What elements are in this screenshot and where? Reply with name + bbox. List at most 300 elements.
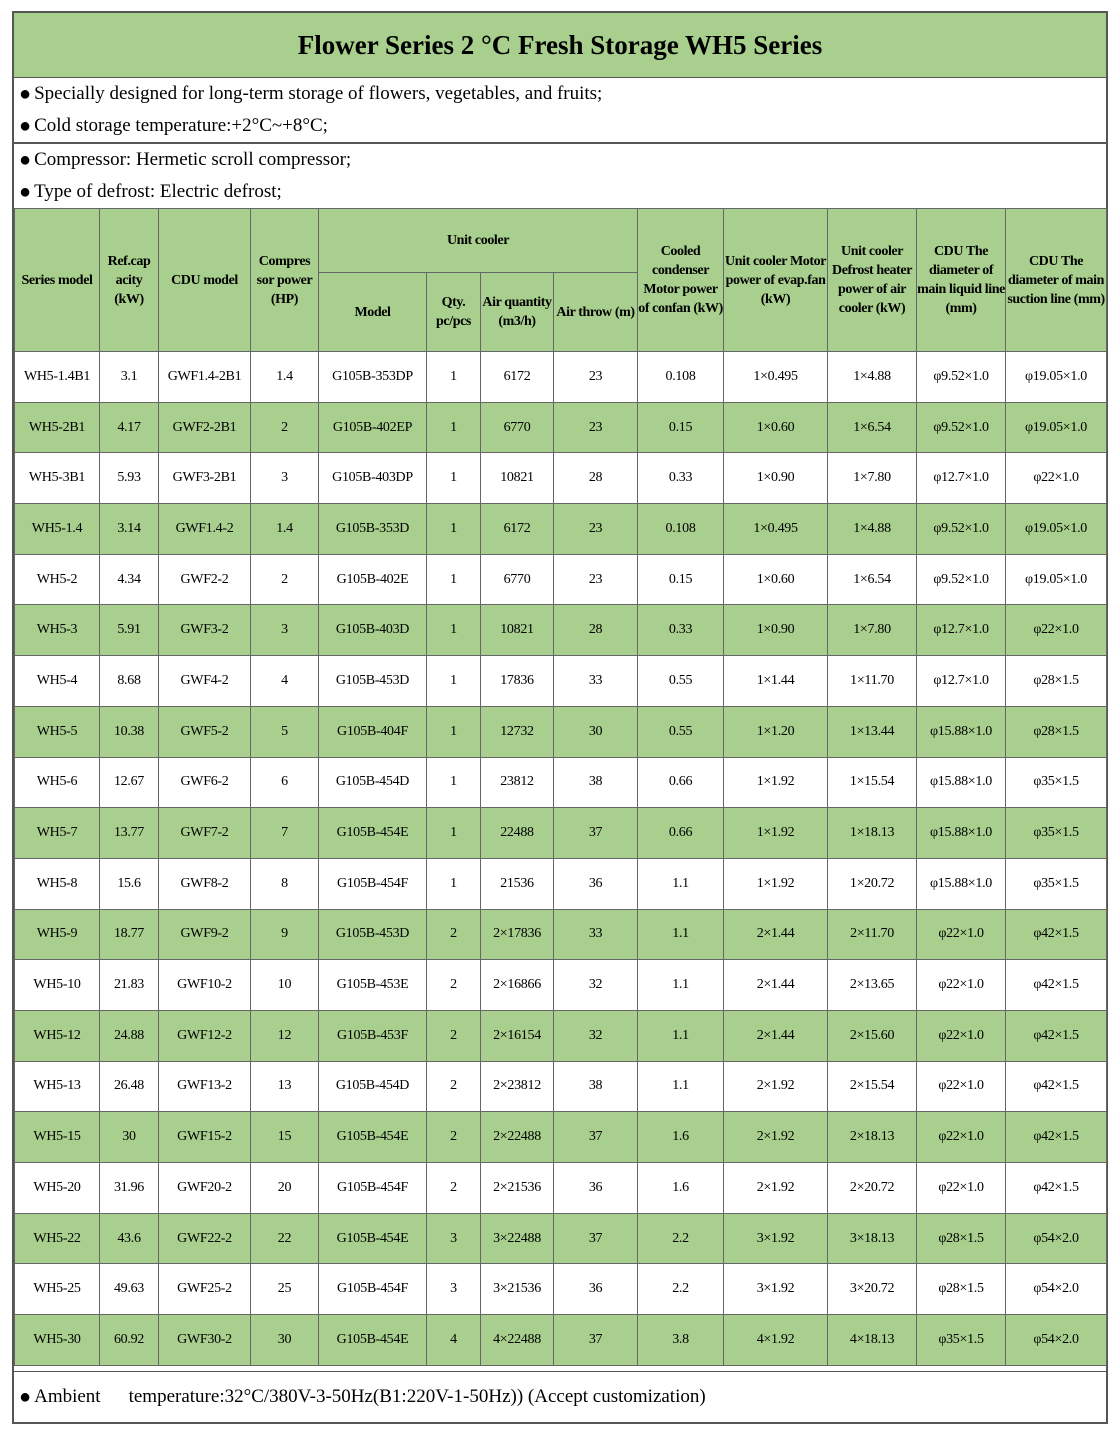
table-cell: 2×15.54 [828,1061,917,1112]
table-cell: G105B-403DP [319,453,427,504]
table-cell: φ54×2.0 [1006,1264,1107,1315]
table-cell: 1×6.54 [828,402,917,453]
table-cell: G105B-454D [319,757,427,808]
table-cell: 36 [554,1163,638,1214]
table-cell: 1 [427,605,481,656]
table-cell: 15.6 [100,858,159,909]
table-cell: φ12.7×1.0 [917,605,1006,656]
table-cell: 3×21536 [481,1264,554,1315]
table-cell: 0.33 [638,453,724,504]
table-cell: 49.63 [100,1264,159,1315]
table-cell: 2×1.92 [724,1061,828,1112]
table-cell: 4 [251,656,319,707]
table-cell: φ15.88×1.0 [917,808,1006,859]
footer-lead: Ambient [34,1386,101,1407]
table-cell: 37 [554,1112,638,1163]
table-cell: 13 [251,1061,319,1112]
bullet-icon: ● [19,1385,32,1408]
table-cell: φ22×1.0 [917,1010,1006,1061]
table-cell: 1 [427,757,481,808]
header-liquid-line: CDU The diameter of main liquid line (mm) [917,209,1006,352]
table-cell: 1 [427,554,481,605]
table-cell: 2×20.72 [828,1163,917,1214]
table-cell: 2 [251,402,319,453]
table-cell: 6172 [481,352,554,403]
table-cell: GWF12-2 [159,1010,251,1061]
header-condenser-motor: Cooled condenser Motor power of confan (kW) [638,209,724,352]
table-cell: 1.1 [638,960,724,1011]
table-cell: 36 [554,858,638,909]
table-cell: WH5-7 [15,808,100,859]
table-cell: 0.33 [638,605,724,656]
table-cell: φ22×1.0 [917,1112,1006,1163]
table-cell: GWF1.4-2 [159,504,251,555]
table-cell: 3.8 [638,1315,724,1366]
table-cell: 3 [427,1213,481,1264]
table-cell: 2.2 [638,1213,724,1264]
note-text: Specially designed for long-term storage of flowers, vegetables, and fruits; [34,83,603,104]
bullet-icon: ● [19,148,32,171]
table-cell: 1×0.495 [724,352,828,403]
table-cell: 1×11.70 [828,656,917,707]
table-cell: GWF6-2 [159,757,251,808]
table-cell: 1 [427,858,481,909]
header-suction-line: CDU The diameter of main suction line (mm) [1006,209,1107,352]
table-cell: φ19.05×1.0 [1006,554,1107,605]
table-cell: φ42×1.5 [1006,960,1107,1011]
table-cell: 0.66 [638,808,724,859]
header-series-model: Series model [15,209,100,352]
table-cell: GWF10-2 [159,960,251,1011]
table-cell: 3 [251,605,319,656]
table-cell: φ9.52×1.0 [917,504,1006,555]
table-cell: GWF22-2 [159,1213,251,1264]
spec-table [14,208,1107,1366]
table-cell: G105B-454E [319,1213,427,1264]
table-cell: 1×1.20 [724,706,828,757]
table-cell: 22488 [481,808,554,859]
table-cell: φ28×1.5 [917,1264,1006,1315]
table-cell: φ42×1.5 [1006,1112,1107,1163]
table-cell: 2×11.70 [828,909,917,960]
table-cell: 37 [554,1213,638,1264]
table-cell: 0.55 [638,656,724,707]
table-cell: 1.1 [638,1010,724,1061]
table-row [15,960,1107,1011]
table-cell: GWF2-2B1 [159,402,251,453]
table-cell: 32 [554,960,638,1011]
table-cell: 6 [251,757,319,808]
table-cell: WH5-22 [15,1213,100,1264]
table-cell: WH5-1.4B1 [15,352,100,403]
bullet-icon: ● [19,180,32,203]
footer-note [14,1371,1106,1422]
table-cell: 2×1.44 [724,960,828,1011]
table-cell: G105B-453F [319,1010,427,1061]
table-cell: φ35×1.5 [1006,858,1107,909]
table-cell: 1×1.92 [724,808,828,859]
header-air-throw: Air throw (m) [554,273,638,352]
table-cell: G105B-402EP [319,402,427,453]
table-cell: 10 [251,960,319,1011]
table-cell: GWF8-2 [159,858,251,909]
table-cell: 1.6 [638,1112,724,1163]
table-cell: 37 [554,1315,638,1366]
table-cell: WH5-6 [15,757,100,808]
table-row [15,757,1107,808]
table-cell: 5 [251,706,319,757]
table-cell: 2×21536 [481,1163,554,1214]
table-row [15,1213,1107,1264]
table-cell: 4.34 [100,554,159,605]
header-evap-fan-motor: Unit cooler Motor power of evap.fan (kW) [724,209,828,352]
table-cell: WH5-9 [15,909,100,960]
table-cell: 3×22488 [481,1213,554,1264]
table-cell: G105B-353DP [319,352,427,403]
table-cell: φ22×1.0 [917,1163,1006,1214]
table-cell: 1×7.80 [828,605,917,656]
table-cell: 23 [554,504,638,555]
table-cell: 6172 [481,504,554,555]
table-cell: 32 [554,1010,638,1061]
table-cell: 2×23812 [481,1061,554,1112]
table-cell: 3×1.92 [724,1264,828,1315]
table-cell: 0.108 [638,352,724,403]
table-cell: 23 [554,402,638,453]
table-cell: 4×1.92 [724,1315,828,1366]
table-cell: φ15.88×1.0 [917,706,1006,757]
table-row [15,402,1107,453]
table-cell: 1×4.88 [828,352,917,403]
table-cell: 1×6.54 [828,554,917,605]
table-row [15,1112,1107,1163]
table-cell: 0.15 [638,402,724,453]
table-cell: 5.91 [100,605,159,656]
table-cell: φ54×2.0 [1006,1213,1107,1264]
bullet-icon: ● [19,114,32,137]
table-cell: 25 [251,1264,319,1315]
table-cell: 1×0.90 [724,605,828,656]
table-cell: φ19.05×1.0 [1006,402,1107,453]
table-cell: WH5-2B1 [15,402,100,453]
table-cell: 21.83 [100,960,159,1011]
table-cell: 30 [100,1112,159,1163]
header-qty: Qty. pc/pcs [427,273,481,352]
note-text: Cold storage temperature:+2°C~+8°C; [34,115,328,136]
table-cell: 1×20.72 [828,858,917,909]
table-cell: 2×18.13 [828,1112,917,1163]
table-cell: 30 [251,1315,319,1366]
table-cell: 2×1.92 [724,1112,828,1163]
table-cell: 37 [554,808,638,859]
table-cell: G105B-454E [319,1112,427,1163]
table-cell: 26.48 [100,1061,159,1112]
table-cell: 28 [554,605,638,656]
table-row [15,554,1107,605]
table-cell: GWF1.4-2B1 [159,352,251,403]
note-text: Type of defrost: Electric defrost; [34,181,282,202]
table-cell: G105B-453D [319,656,427,707]
table-cell: G105B-454D [319,1061,427,1112]
table-row [15,858,1107,909]
table-cell: 0.108 [638,504,724,555]
table-cell: G105B-353D [319,504,427,555]
table-cell: 1×1.92 [724,757,828,808]
table-cell: 17836 [481,656,554,707]
table-cell: 36 [554,1264,638,1315]
table-cell: 1×18.13 [828,808,917,859]
table-cell: GWF9-2 [159,909,251,960]
table-cell: GWF4-2 [159,656,251,707]
table-cell: 24.88 [100,1010,159,1061]
table-cell: WH5-8 [15,858,100,909]
table-row [15,352,1107,403]
table-cell: 38 [554,757,638,808]
table-cell: 2×17836 [481,909,554,960]
table-cell: GWF5-2 [159,706,251,757]
table-row [15,909,1107,960]
table-cell: 4 [427,1315,481,1366]
table-cell: WH5-20 [15,1163,100,1214]
table-cell: 10821 [481,605,554,656]
header-unit-cooler: Unit cooler [319,209,638,273]
table-cell: 2×1.44 [724,1010,828,1061]
table-cell: 1.6 [638,1163,724,1214]
table-cell: 23 [554,352,638,403]
table-cell: G105B-454F [319,858,427,909]
table-row [15,453,1107,504]
table-cell: φ35×1.5 [1006,757,1107,808]
table-cell: 2×16154 [481,1010,554,1061]
table-cell: 2×22488 [481,1112,554,1163]
table-cell: 18.77 [100,909,159,960]
note-defrost [14,176,1106,208]
table-cell: 60.92 [100,1315,159,1366]
page-title: Flower Series 2 °C Fresh Storage WH5 Series [14,13,1106,78]
header-compressor-power: Compres sor power (HP) [251,209,319,352]
table-cell: 3.14 [100,504,159,555]
table-cell: 6770 [481,554,554,605]
header-air-quantity: Air quantity (m3/h) [481,273,554,352]
table-row [15,808,1107,859]
table-row [15,1264,1107,1315]
table-cell: φ42×1.5 [1006,1061,1107,1112]
table-cell: 1.1 [638,1061,724,1112]
table-cell: φ42×1.5 [1006,1163,1107,1214]
table-cell: φ28×1.5 [1006,656,1107,707]
header-ref-cap: Ref.cap acity (kW) [100,209,159,352]
table-cell: 20 [251,1163,319,1214]
table-cell: 1×0.60 [724,554,828,605]
table-cell: 1×0.90 [724,453,828,504]
table-cell: GWF2-2 [159,554,251,605]
table-cell: 1×7.80 [828,453,917,504]
table-cell: WH5-30 [15,1315,100,1366]
table-row [15,1061,1107,1112]
table-cell: φ19.05×1.0 [1006,504,1107,555]
table-row [15,1163,1107,1214]
table-cell: 1 [427,808,481,859]
table-cell: GWF3-2 [159,605,251,656]
table-cell: 1.1 [638,858,724,909]
table-cell: G105B-404F [319,706,427,757]
table-cell: 9 [251,909,319,960]
table-cell: WH5-2 [15,554,100,605]
table-cell: GWF7-2 [159,808,251,859]
table-cell: G105B-453D [319,909,427,960]
table-cell: 31.96 [100,1163,159,1214]
table-cell: φ54×2.0 [1006,1315,1107,1366]
table-cell: φ42×1.5 [1006,909,1107,960]
table-cell: WH5-13 [15,1061,100,1112]
table-cell: φ9.52×1.0 [917,352,1006,403]
table-cell: 22 [251,1213,319,1264]
table-cell: 1 [427,402,481,453]
table-cell: 3 [251,453,319,504]
table-cell: WH5-1.4 [15,504,100,555]
table-cell: WH5-25 [15,1264,100,1315]
table-cell: 2×15.60 [828,1010,917,1061]
table-row [15,706,1107,757]
table-cell: 15 [251,1112,319,1163]
table-cell: 21536 [481,858,554,909]
header-model: Model [319,273,427,352]
table-cell: 2 [427,1061,481,1112]
table-cell: φ12.7×1.0 [917,656,1006,707]
table-cell: GWF20-2 [159,1163,251,1214]
table-cell: 28 [554,453,638,504]
table-cell: 13.77 [100,808,159,859]
table-cell: 3×1.92 [724,1213,828,1264]
header-defrost-heater: Unit cooler Defrost heater power of air cooler (kW) [828,209,917,352]
table-cell: φ15.88×1.0 [917,757,1006,808]
table-cell: 4.17 [100,402,159,453]
table-cell: 1×13.44 [828,706,917,757]
table-cell: 1×1.92 [724,858,828,909]
table-cell: 4×18.13 [828,1315,917,1366]
table-cell: WH5-3B1 [15,453,100,504]
table-cell: 2×1.44 [724,909,828,960]
table-cell: φ12.7×1.0 [917,453,1006,504]
note-compressor [14,142,1106,176]
table-cell: φ22×1.0 [917,1061,1006,1112]
table-cell: G105B-453E [319,960,427,1011]
table-cell: 12.67 [100,757,159,808]
table-row [15,504,1107,555]
table-cell: φ42×1.5 [1006,1010,1107,1061]
table-cell: 1.4 [251,504,319,555]
table-cell: 4×22488 [481,1315,554,1366]
table-cell: 1.4 [251,352,319,403]
table-cell: G105B-402E [319,554,427,605]
table-cell: 30 [554,706,638,757]
table-cell: 1 [427,656,481,707]
table-cell: 1×4.88 [828,504,917,555]
table-cell: WH5-12 [15,1010,100,1061]
table-cell: φ22×1.0 [1006,453,1107,504]
table-cell: 8.68 [100,656,159,707]
footer-text: temperature:32°C/380V-3-50Hz(B1:220V-1-50Hz)) (Accept customization) [128,1386,706,1407]
table-cell: G105B-454E [319,1315,427,1366]
table-cell: 2×1.92 [724,1163,828,1214]
table-cell: φ35×1.5 [917,1315,1006,1366]
table-cell: 2×13.65 [828,960,917,1011]
table-cell: 0.55 [638,706,724,757]
note-temperature [14,110,1106,142]
table-cell: 1 [427,352,481,403]
table-cell: G105B-454F [319,1264,427,1315]
table-cell: GWF15-2 [159,1112,251,1163]
table-row [15,1315,1107,1366]
table-cell: φ22×1.0 [917,909,1006,960]
note-storage [14,78,1106,110]
table-cell: WH5-3 [15,605,100,656]
table-row [15,605,1107,656]
table-cell: 2 [427,1010,481,1061]
table-cell: 2 [427,1112,481,1163]
table-cell: 12 [251,1010,319,1061]
table-row [15,1010,1107,1061]
table-cell: 10.38 [100,706,159,757]
table-cell: GWF30-2 [159,1315,251,1366]
table-cell: 1 [427,706,481,757]
table-cell: 2 [427,1163,481,1214]
table-cell: 1×0.60 [724,402,828,453]
table-cell: φ22×1.0 [1006,605,1107,656]
table-cell: φ35×1.5 [1006,808,1107,859]
table-cell: 23812 [481,757,554,808]
table-cell: G105B-403D [319,605,427,656]
table-cell: 2 [427,960,481,1011]
table-cell: 2 [251,554,319,605]
table-cell: 10821 [481,453,554,504]
table-cell: 6770 [481,402,554,453]
note-text: Compressor: Hermetic scroll compressor; [34,149,352,170]
table-cell: 3.1 [100,352,159,403]
table-cell: 12732 [481,706,554,757]
table-cell: 1 [427,504,481,555]
table-cell: 1 [427,453,481,504]
table-cell: 2 [427,909,481,960]
table-cell: 23 [554,554,638,605]
table-cell: 3×20.72 [828,1264,917,1315]
table-cell: φ15.88×1.0 [917,858,1006,909]
table-body [15,352,1107,1366]
table-cell: 3 [427,1264,481,1315]
header-cdu-model: CDU model [159,209,251,352]
table-cell: 0.15 [638,554,724,605]
table-row [15,656,1107,707]
table-cell: 43.6 [100,1213,159,1264]
table-cell: 7 [251,808,319,859]
table-cell: WH5-5 [15,706,100,757]
table-cell: 0.66 [638,757,724,808]
table-cell: φ22×1.0 [917,960,1006,1011]
table-cell: φ19.05×1.0 [1006,352,1107,403]
table-cell: WH5-10 [15,960,100,1011]
table-cell: GWF25-2 [159,1264,251,1315]
table-cell: 38 [554,1061,638,1112]
table-cell: φ9.52×1.0 [917,554,1006,605]
table-cell: 1×1.44 [724,656,828,707]
table-cell: G105B-454F [319,1163,427,1214]
table-cell: 8 [251,858,319,909]
spec-sheet [12,11,1108,1424]
table-cell: G105B-454E [319,808,427,859]
table-cell: φ9.52×1.0 [917,402,1006,453]
table-cell: GWF3-2B1 [159,453,251,504]
table-cell: 1.1 [638,909,724,960]
